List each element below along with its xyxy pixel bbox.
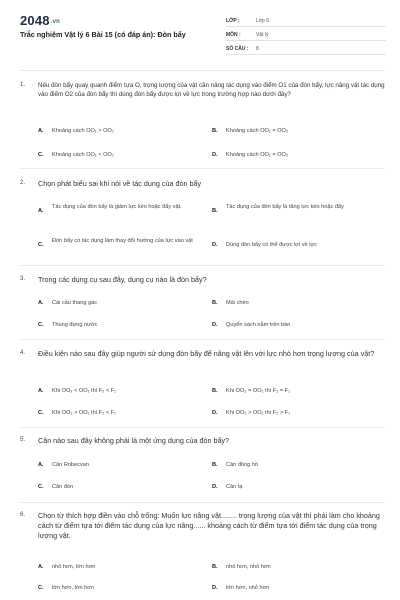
logo-suffix: .vn <box>50 18 61 25</box>
option-text: nhỏ hơn, lớn hơn <box>52 564 96 570</box>
meta-value: Vật lý <box>256 32 269 38</box>
option-text: Khoảng cách OO₁ < OO₂ <box>52 152 115 158</box>
option-letter: D. <box>212 410 218 416</box>
option-letter: C. <box>38 410 44 416</box>
question-text: Trong các dụng cụ sau đây, dụng cụ nào là đòn bẩy? <box>38 275 207 284</box>
option-letter: B. <box>212 128 218 134</box>
meta-question-count <box>226 42 386 55</box>
option-text: Cân đòn <box>52 484 74 490</box>
meta-label: LỚP : <box>226 18 240 24</box>
option-text: Cân Robecvan <box>52 462 90 468</box>
site-logo[interactable] <box>20 13 60 28</box>
option-text: Khi OO₂ > OO₁ thì F₂ < F₁ <box>52 410 117 416</box>
option-letter: A. <box>38 128 44 134</box>
option-text: Cái cầu thang gác <box>52 300 98 306</box>
question-divider <box>20 339 385 340</box>
question-number: 3. <box>20 276 26 282</box>
meta-label: SỐ CÂU : <box>226 46 249 52</box>
option-letter: B. <box>212 300 218 306</box>
option-letter: D. <box>212 152 218 158</box>
option-letter: D. <box>212 322 218 328</box>
option-text: Khoảng cách OO₁ = OO₂ <box>226 128 289 134</box>
option-text: Cân đồng hồ <box>226 462 259 468</box>
option-letter: D. <box>212 484 218 490</box>
option-letter: B. <box>212 388 218 394</box>
option-text: Tác dụng của đòn bẩy là giảm lực kéo hoặc đẩy vật. <box>52 204 182 210</box>
question-number: 2. <box>20 180 26 186</box>
option-letter: A. <box>38 300 44 306</box>
question-divider <box>20 427 385 428</box>
option-letter: D. <box>212 242 218 248</box>
option-letter: A. <box>38 564 44 570</box>
option-text: Khi OO₂ > OO₁ thì F₂ > F₁ <box>226 410 291 416</box>
option-letter: C. <box>38 484 44 490</box>
option-text: Thùng đựng nước <box>52 322 98 328</box>
option-letter: C. <box>38 585 44 591</box>
logo-main: 2048 <box>20 13 50 28</box>
meta-subject <box>226 28 386 41</box>
question-number: 1. <box>20 82 26 88</box>
option-text: Khoảng cách OO₁ > OO₂ <box>52 128 115 134</box>
option-letter: A. <box>38 462 44 468</box>
option-text: Khi OO₂ = OO₁ thì F₂ = F₁ <box>226 388 291 394</box>
question-text: Cân nào sau đây không phải là một ứng dụng của đòn bẩy? <box>38 436 230 445</box>
question-number: 4. <box>20 350 26 356</box>
option-letter: A. <box>38 208 44 214</box>
option-text: Đòn bẩy có tác dụng làm thay đổi hướng của lực vào vật <box>52 238 193 244</box>
question-divider <box>20 168 385 169</box>
page-header <box>0 0 400 68</box>
question-text: Chọn từ thích hợp điền vào chỗ trống: Muốn lực nâng vật........ trọng lượng của vật thì phải làm cho khoảng cách từ điểm tựa tới điểm tác dụng của lực nâng...... khoảng cách từ điểm tựa tới điểm tác dụng của trọng lượng vật. <box>38 511 380 540</box>
meta-value: 8 <box>256 46 259 52</box>
option-text: Quyển sách nằm trên bàn <box>226 322 291 328</box>
question-divider <box>20 265 385 266</box>
question-divider <box>20 502 385 503</box>
option-letter: D. <box>212 585 218 591</box>
question-text: Điều kiện nào sau đây giúp người sử dụng đòn bẩy để nâng vật lên với lực nhỏ hơn trọng lượng của vật? <box>38 349 375 358</box>
question-number: 6. <box>20 512 26 518</box>
meta-label: MÔN : <box>226 32 241 38</box>
option-text: lớn hơn, nhỏ hơn <box>226 585 270 591</box>
question-text: Chọn phát biểu sai khi nói về tác dụng của đòn bẩy <box>38 179 202 188</box>
option-text: Mái chèo <box>226 300 249 306</box>
option-letter: C. <box>38 242 44 248</box>
option-text: Dùng đòn bẩy có thể được lợi về lực <box>226 242 318 248</box>
option-letter: C. <box>38 152 44 158</box>
option-text: Cân tạ <box>226 484 243 490</box>
meta-class <box>226 14 386 27</box>
option-text: nhỏ hơn, nhỏ hơn <box>226 564 271 570</box>
option-text: Khoảng cách OO₁ = OO₂ <box>226 152 289 158</box>
option-letter: C. <box>38 322 44 328</box>
question-number: 5. <box>20 437 26 443</box>
page-title: Trắc nghiệm Vật lý 6 Bài 15 (có đáp án): Đòn bẩy <box>20 30 186 39</box>
option-letter: B. <box>212 208 218 214</box>
option-text: lớn hơn, lớn hơn <box>52 585 95 591</box>
meta-value: Lớp 6 <box>256 18 270 24</box>
option-letter: B. <box>212 564 218 570</box>
option-letter: B. <box>212 462 218 468</box>
option-text: Khi OO₂ < OO₁ thì F₂ < F₁ <box>52 388 117 394</box>
option-letter: A. <box>38 388 44 394</box>
option-text: Tác dụng của đòn bẩy là tăng lực kéo hoặc đẩy <box>226 204 344 210</box>
header-divider <box>20 70 385 71</box>
question-text: Nếu đòn bẩy quay quanh điểm tựa O, trọng lượng của vật cần nâng tác dụng vào điểm O1 của đòn bẩy, lực nâng vật tác dụng vào điểm O2 của đòn bẩy thì dùng đòn bẩy được lợi về lực trong trường hợp nào dưới đây? <box>38 82 385 98</box>
